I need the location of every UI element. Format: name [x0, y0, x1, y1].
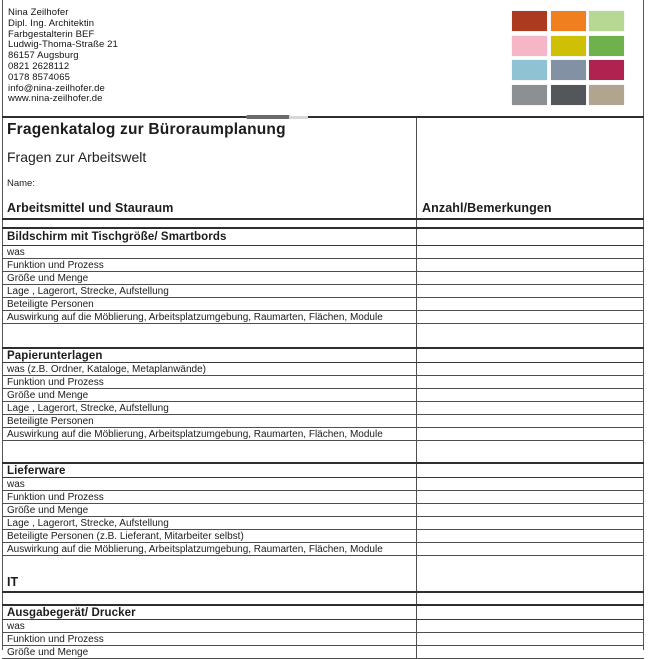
- color-swatch: [589, 36, 624, 56]
- question-label: Größe und Menge: [2, 389, 417, 401]
- letterhead-contact-block: [8, 8, 118, 105]
- question-label: was: [2, 478, 417, 490]
- question-row: [2, 285, 644, 298]
- question-row: [2, 428, 644, 441]
- answer-cell: [417, 363, 644, 375]
- contact-city: 86157 Augsburg: [8, 50, 79, 62]
- question-label: was (z.B. Ordner, Kataloge, Metaplanwände): [2, 363, 417, 375]
- section-header-bildschirm: [2, 229, 644, 246]
- color-swatch-grid: [512, 11, 624, 105]
- answer-cell: [417, 530, 644, 542]
- question-row: [2, 246, 644, 259]
- color-swatch: [551, 36, 586, 56]
- question-row: [2, 415, 644, 428]
- question-row: [2, 311, 644, 324]
- question-label: Auswirkung auf die Möblierung, Arbeitsplatzumgebung, Raumarten, Flächen, Module: [2, 543, 417, 555]
- question-label: was: [2, 620, 417, 632]
- question-label: Größe und Menge: [2, 272, 417, 284]
- left-column-header: Arbeitsmittel und Stauraum: [7, 201, 174, 215]
- contact-profession: Dipl. Ing. Architektin: [8, 17, 95, 29]
- answer-cell: [417, 285, 644, 297]
- color-swatch: [512, 85, 547, 105]
- section-title: Bildschirm mit Tischgröße/ Smartbords: [2, 229, 417, 245]
- question-label: was: [2, 246, 417, 258]
- section-title: Lieferware: [2, 464, 417, 477]
- contact-email: info@nina-zeilhofer.de: [8, 82, 105, 94]
- color-swatch: [512, 60, 547, 80]
- section-header-lieferware: [2, 464, 644, 478]
- answer-cell: [417, 298, 644, 310]
- category-row-it: [2, 556, 644, 593]
- form-title: Fragenkatalog zur Büroraumplanung: [7, 121, 286, 138]
- question-label: Funktion und Prozess: [2, 376, 417, 388]
- answer-cell: [417, 606, 644, 619]
- question-label: Funktion und Prozess: [2, 633, 417, 645]
- color-swatch: [589, 60, 624, 80]
- question-row: [2, 543, 644, 556]
- color-swatch: [551, 85, 586, 105]
- color-swatch: [551, 60, 586, 80]
- right-column-header: Anzahl/Bemerkungen: [422, 201, 552, 215]
- contact-street: Ludwig-Thoma-Straße 21: [8, 39, 118, 51]
- answer-cell: [417, 272, 644, 284]
- question-row: [2, 402, 644, 415]
- form-table: [2, 116, 644, 659]
- question-row: [2, 633, 644, 646]
- answer-cell: [417, 311, 644, 323]
- section-header-ausgabegeraet: [2, 606, 644, 620]
- question-label: Auswirkung auf die Möblierung, Arbeitsplatzumgebung, Raumarten, Flächen, Module: [2, 428, 417, 440]
- answer-cell: [417, 517, 644, 529]
- question-row: [2, 272, 644, 285]
- name-label: Name:: [7, 178, 35, 189]
- question-row: [2, 298, 644, 311]
- spacer-row: [2, 441, 644, 464]
- question-row: [2, 491, 644, 504]
- question-label: Größe und Menge: [2, 504, 417, 516]
- scan-artifact: [289, 116, 308, 119]
- form-header-left-cell: [2, 118, 417, 218]
- answer-cell: [417, 464, 644, 477]
- section-title: Papierunterlagen: [2, 349, 417, 362]
- answer-cell: [417, 415, 644, 427]
- question-label: Größe und Menge: [2, 646, 417, 658]
- question-row: [2, 363, 644, 376]
- answer-cell: [417, 402, 644, 414]
- answer-cell: [417, 646, 644, 658]
- answer-cell: [417, 246, 644, 258]
- contact-mobile: 0178 8574065: [8, 71, 70, 83]
- form-subtitle: Fragen zur Arbeitswelt: [7, 149, 147, 165]
- answer-cell: [417, 428, 644, 440]
- color-swatch: [589, 85, 624, 105]
- scan-artifact: [246, 115, 290, 119]
- answer-cell: [417, 229, 644, 245]
- question-row: [2, 530, 644, 543]
- section-title: Ausgabegerät/ Drucker: [2, 606, 417, 619]
- question-label: Lage , Lagerort, Strecke, Aufstellung: [2, 517, 417, 529]
- question-label: Funktion und Prozess: [2, 259, 417, 271]
- answer-cell: [417, 349, 644, 362]
- contact-phone: 0821 2628112: [8, 60, 70, 72]
- question-label: Lage , Lagerort, Strecke, Aufstellung: [2, 402, 417, 414]
- answer-cell: [417, 504, 644, 516]
- answer-cell: [417, 556, 644, 591]
- color-swatch: [551, 11, 586, 31]
- question-row: [2, 504, 644, 517]
- question-label: Auswirkung auf die Möblierung, Arbeitsplatzumgebung, Raumarten, Flächen, Module: [2, 311, 417, 323]
- spacer-row: [2, 220, 644, 229]
- answer-cell: [417, 478, 644, 490]
- answer-cell: [417, 633, 644, 645]
- spacer-row: [2, 324, 644, 349]
- form-header-row: [2, 118, 644, 220]
- spacer-row: [2, 593, 644, 606]
- answer-cell: [417, 491, 644, 503]
- question-row: [2, 478, 644, 491]
- question-row: [2, 259, 644, 272]
- question-row: [2, 389, 644, 402]
- contact-qualification: Farbgestalterin BEF: [8, 28, 95, 40]
- question-row: [2, 376, 644, 389]
- answer-cell: [417, 543, 644, 555]
- question-label: Beteiligte Personen: [2, 415, 417, 427]
- answer-cell: [417, 620, 644, 632]
- section-header-papierunterlagen: [2, 349, 644, 363]
- category-label: IT: [2, 556, 417, 591]
- color-swatch: [512, 36, 547, 56]
- question-label: Beteiligte Personen (z.B. Lieferant, Mitarbeiter selbst): [2, 530, 417, 542]
- question-label: Beteiligte Personen: [2, 298, 417, 310]
- contact-website: www.nina-zeilhofer.de: [8, 93, 103, 105]
- question-label: Funktion und Prozess: [2, 491, 417, 503]
- answer-cell: [417, 389, 644, 401]
- contact-name: Nina Zeilhofer: [8, 7, 69, 18]
- question-row-clipped: [2, 646, 644, 659]
- answer-cell: [417, 376, 644, 388]
- question-row: [2, 620, 644, 633]
- color-swatch: [589, 11, 624, 31]
- question-label: Lage , Lagerort, Strecke, Aufstellung: [2, 285, 417, 297]
- answer-cell: [417, 259, 644, 271]
- form-header-right-cell: [417, 118, 644, 218]
- question-row: [2, 517, 644, 530]
- color-swatch: [512, 11, 547, 31]
